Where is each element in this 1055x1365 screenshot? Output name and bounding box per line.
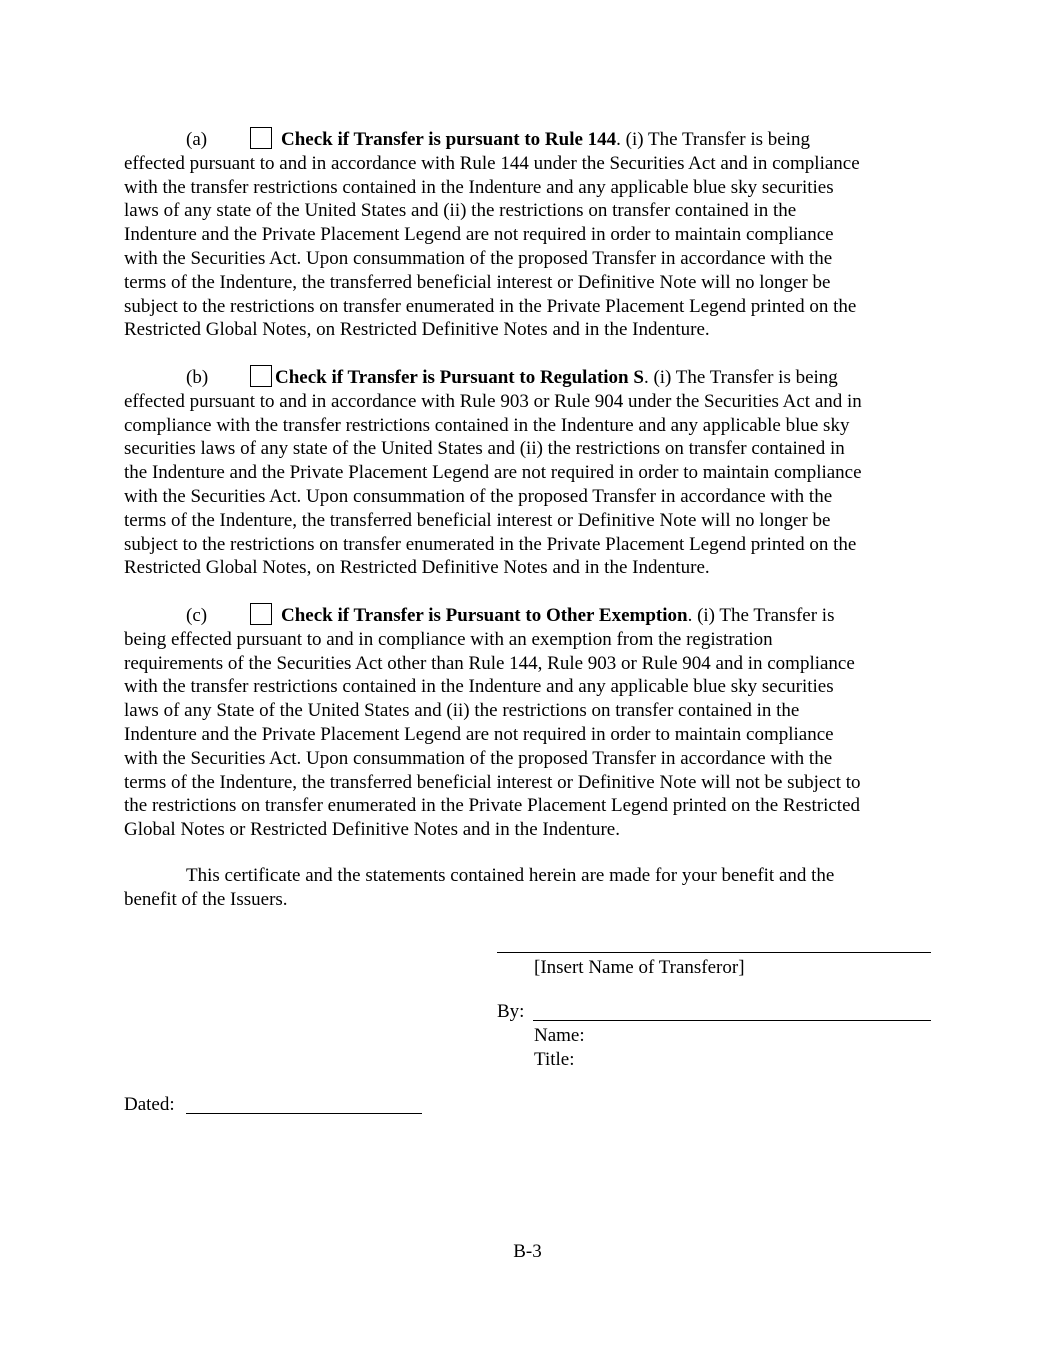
section-c-line: being effected pursuant to and in compliance with an exemption from the registration xyxy=(124,628,773,650)
section-a-line: terms of the Indenture, the transferred beneficial interest or Definitive Note will no longer be xyxy=(124,271,831,293)
dated-label: Dated: xyxy=(124,1094,175,1115)
section-b-lead-rest: . (i) The Transfer is being xyxy=(643,367,838,388)
section-c-lead xyxy=(124,604,934,628)
dated-line[interactable] xyxy=(186,1113,422,1114)
section-c-checkbox[interactable] xyxy=(250,603,272,625)
section-b-line: Restricted Global Notes, on Restricted Definitive Notes and in the Indenture. xyxy=(124,557,710,579)
section-b-line: securities laws of any state of the United States and (ii) the restrictions on transfer contained in xyxy=(124,438,845,460)
section-b-line: terms of the Indenture, the transferred beneficial interest or Definitive Note will no longer be xyxy=(124,509,831,531)
section-a-heading: Check if Transfer is pursuant to Rule 144 xyxy=(281,129,617,150)
section-a-line: laws of any state of the United States and (ii) the restrictions on transfer contained in the xyxy=(124,200,797,222)
section-c xyxy=(124,604,934,842)
section-a xyxy=(124,128,934,342)
section-a-line: with the Securities Act. Upon consummation of the proposed Transfer in accordance with the xyxy=(124,247,833,269)
section-b-checkbox[interactable] xyxy=(250,365,272,387)
section-a-line: Restricted Global Notes, on Restricted Definitive Notes and in the Indenture. xyxy=(124,319,710,341)
name-label: Name: xyxy=(534,1025,585,1046)
section-c-line: with the transfer restrictions contained in the Indenture and any applicable blue sky securities xyxy=(124,676,834,698)
page-number: B-3 xyxy=(513,1241,542,1262)
section-a-lead-rest: . (i) The Transfer is being xyxy=(616,129,811,150)
section-a-line: effected pursuant to and in accordance with Rule 144 under the Securities Act and in compliance xyxy=(124,152,860,174)
transferor-name-line[interactable] xyxy=(497,952,931,953)
closing-line: This certificate and the statements contained herein are made for your benefit and the xyxy=(186,865,835,886)
section-c-line: the restrictions on transfer enumerated in the Private Placement Legend printed on the Restricted xyxy=(124,795,860,817)
section-b-letter: (b) xyxy=(186,367,209,388)
closing-paragraph xyxy=(124,864,934,912)
section-a-lead xyxy=(124,128,934,152)
section-b-line: subject to the restrictions on transfer enumerated in the Private Placement Legend printed on the xyxy=(124,533,857,555)
closing-line: benefit of the Issuers. xyxy=(124,888,288,910)
section-b-line: compliance with the transfer restrictions contained in the Indenture and any applicable blue sky xyxy=(124,414,850,436)
section-c-heading: Check if Transfer is Pursuant to Other Exemption xyxy=(281,605,688,626)
title-label: Title: xyxy=(534,1049,575,1070)
section-b-lead xyxy=(124,366,934,390)
section-c-line: Indenture and the Private Placement Legend are not required in order to maintain compliance xyxy=(124,723,834,745)
section-a-line: Indenture and the Private Placement Legend are not required in order to maintain compliance xyxy=(124,224,834,246)
section-a-line: with the transfer restrictions contained in the Indenture and any applicable blue sky securities xyxy=(124,176,834,198)
section-b-line: effected pursuant to and in accordance with Rule 903 or Rule 904 under the Securities Act and in xyxy=(124,390,862,412)
by-signature-line[interactable] xyxy=(533,1020,931,1021)
section-c-letter: (c) xyxy=(186,605,208,626)
section-a-checkbox[interactable] xyxy=(250,127,272,149)
section-c-lead-rest: . (i) The Transfer is xyxy=(687,605,835,626)
section-a-line: subject to the restrictions on transfer enumerated in the Private Placement Legend printed on the xyxy=(124,295,857,317)
section-b-line: with the Securities Act. Upon consummation of the proposed Transfer in accordance with the xyxy=(124,485,833,507)
transferor-label: [Insert Name of Transferor] xyxy=(534,957,745,978)
section-b-line: the Indenture and the Private Placement Legend are not required in order to maintain compliance xyxy=(124,462,862,484)
section-c-line: Global Notes or Restricted Definitive Notes and in the Indenture. xyxy=(124,819,620,841)
section-b xyxy=(124,366,934,580)
by-label: By: xyxy=(497,1001,525,1022)
section-c-line: requirements of the Securities Act other than Rule 144, Rule 903 or Rule 904 and in compliance xyxy=(124,652,855,674)
section-b-heading: Check if Transfer is Pursuant to Regulation S xyxy=(275,367,644,388)
section-c-line: with the Securities Act. Upon consummation of the proposed Transfer in accordance with the xyxy=(124,747,833,769)
section-c-line: laws of any State of the United States and (ii) the restrictions on transfer contained in the xyxy=(124,700,800,722)
section-a-letter: (a) xyxy=(186,129,208,150)
section-c-line: terms of the Indenture, the transferred beneficial interest or Definitive Note will not be subject to xyxy=(124,771,861,793)
